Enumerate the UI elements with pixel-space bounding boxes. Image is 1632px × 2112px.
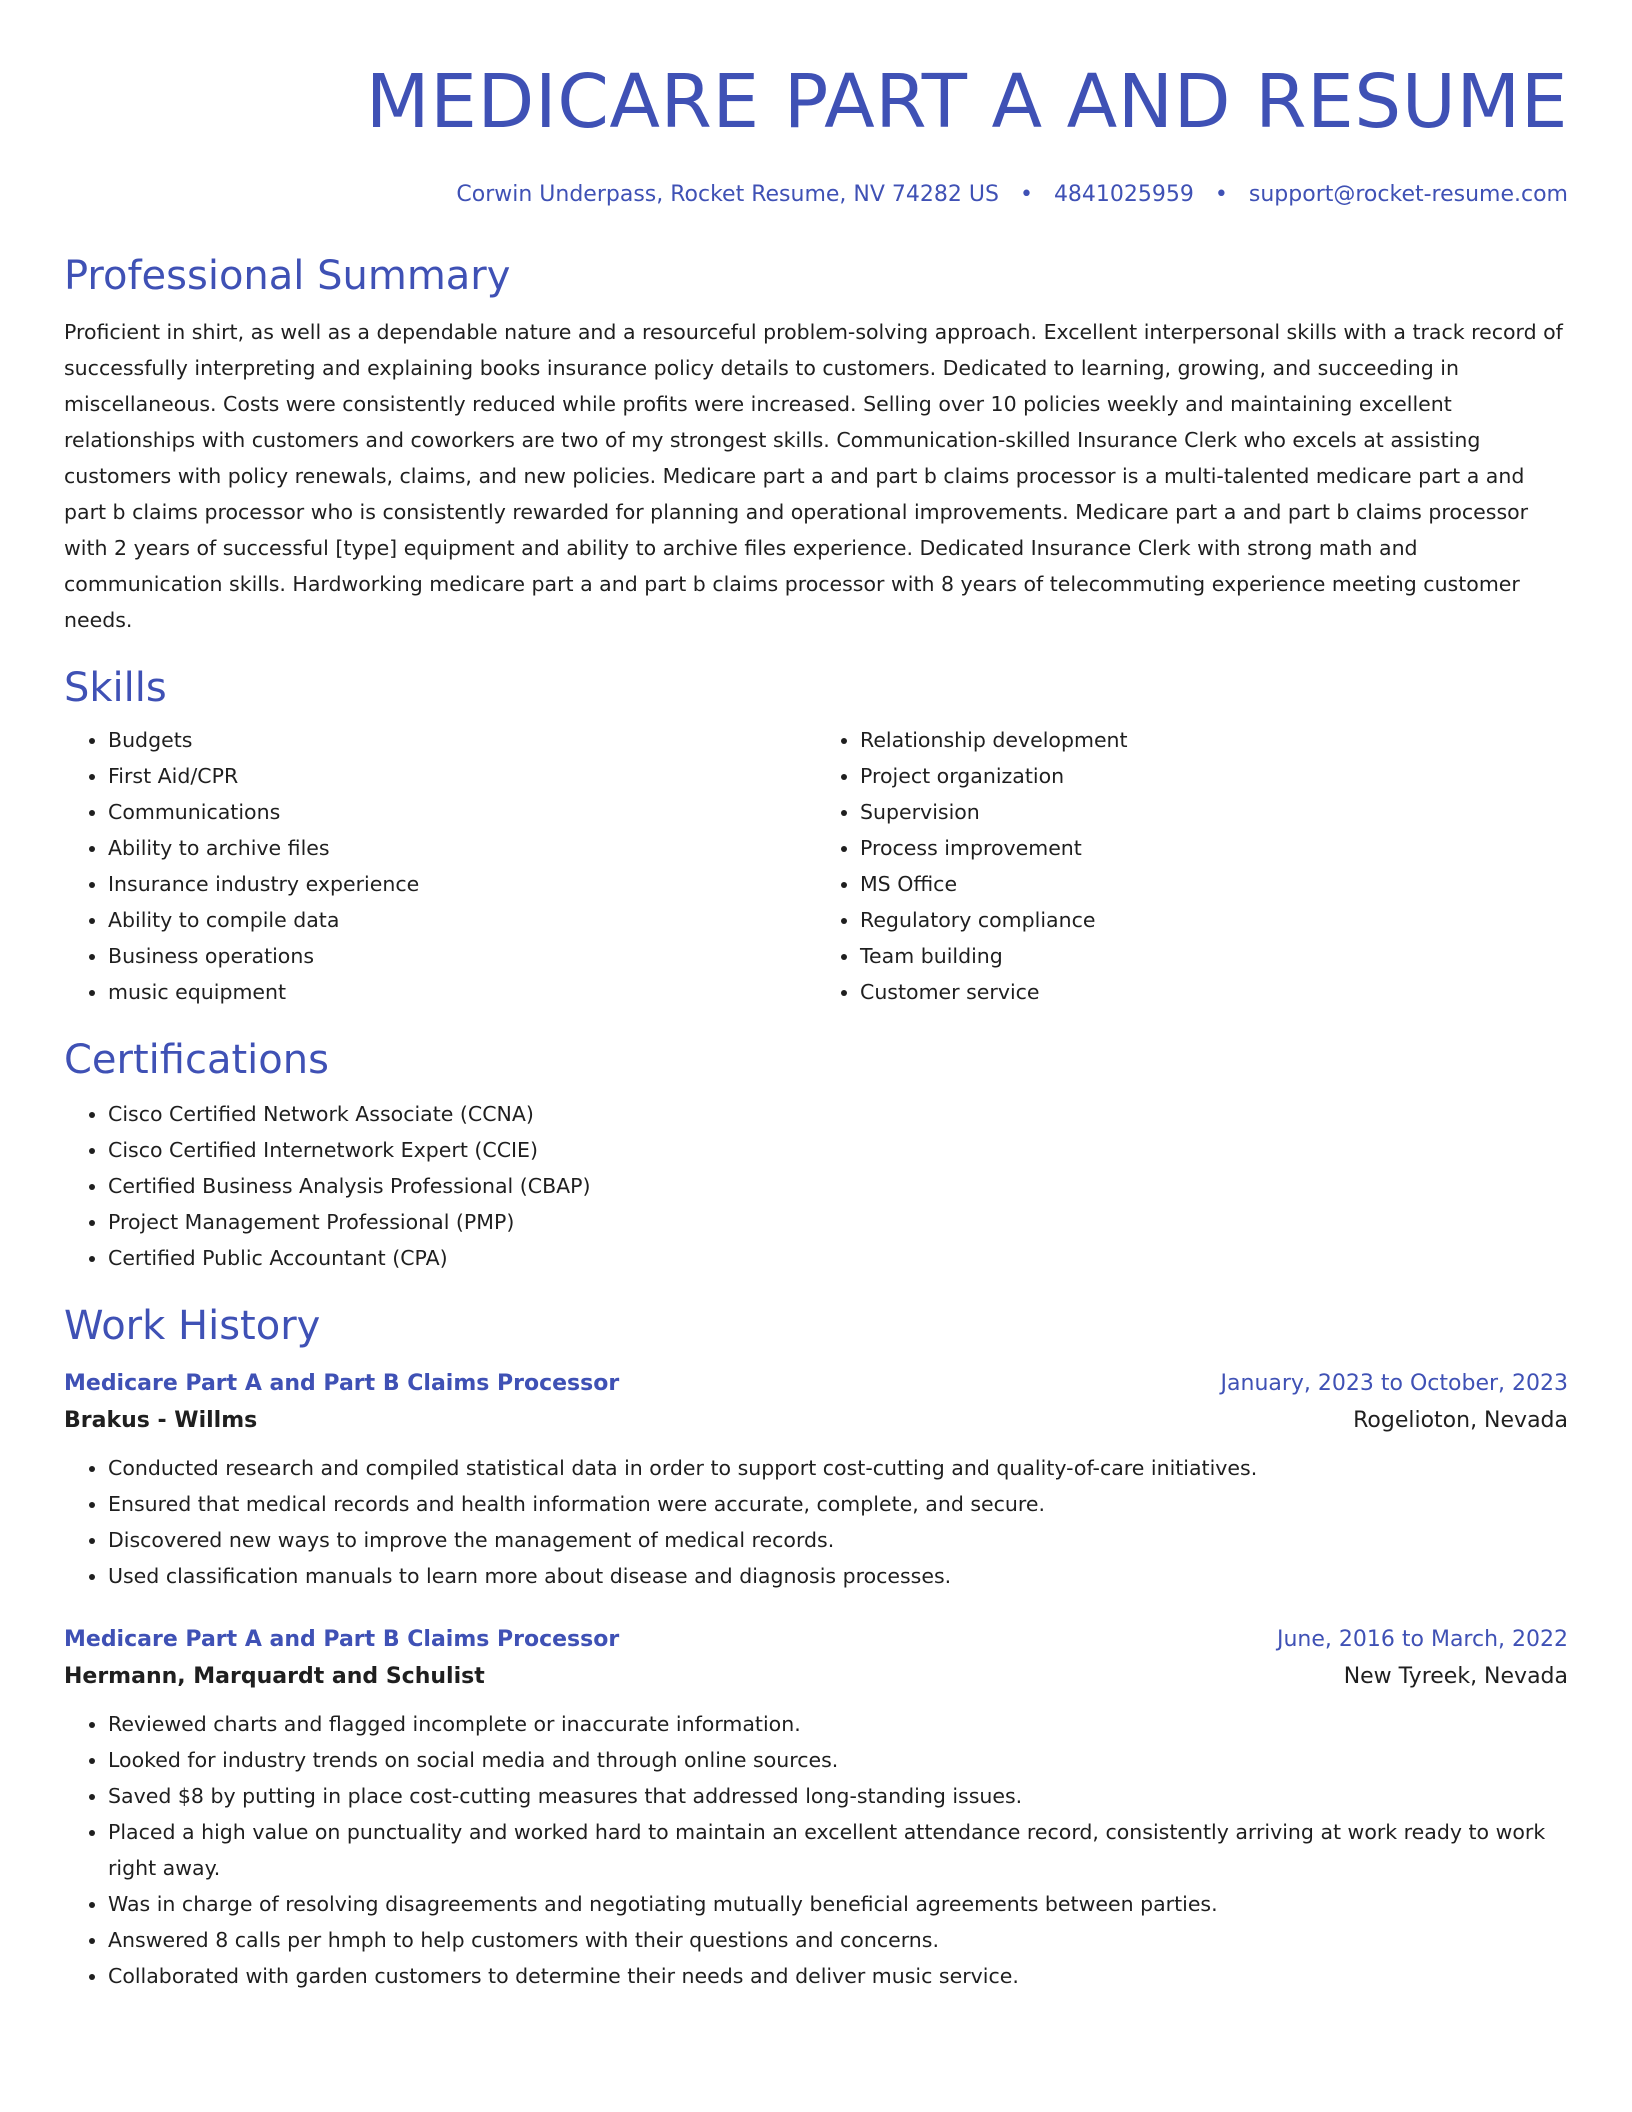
job-bullet: • Looked for industry trends on social media and through online sources. (108, 1742, 1568, 1778)
job-bullet: • Answered 8 calls per hmph to help customers with their questions and concerns. (108, 1922, 1568, 1958)
skill-item: • Relationship development (860, 722, 1568, 758)
skills-column-left (64, 722, 816, 1010)
skill-item: • Communications (108, 794, 816, 830)
job-dates: June, 2016 to March, 2022 (1277, 1627, 1568, 1652)
contact-separator: • (1214, 182, 1228, 207)
skill-item: • Business operations (108, 938, 816, 974)
job-bullet: • Discovered new ways to improve the management of medical records. (108, 1522, 1568, 1558)
job-bullet: • Collaborated with garden customers to determine their needs and deliver music service. (108, 1958, 1568, 1994)
job-bullets (64, 1450, 1568, 1594)
certifications-heading: Certifications (64, 1037, 329, 1083)
contact-separator: • (1019, 182, 1033, 207)
contact-address: Corwin Underpass, Rocket Resume, NV 74282 US (456, 182, 999, 207)
skill-item: • Ability to archive files (108, 830, 816, 866)
skill-item: • Budgets (108, 722, 816, 758)
job-bullet: • Reviewed charts and flagged incomplete or inaccurate information. (108, 1706, 1568, 1742)
certification-item: • Certified Public Accountant (CPA) (108, 1240, 1568, 1276)
job-header-row (64, 1366, 1568, 1402)
skill-item: • Supervision (860, 794, 1568, 830)
skill-item: • Customer service (860, 974, 1568, 1010)
job-entry (64, 1622, 1568, 1994)
skills-column-right (816, 722, 1568, 1010)
job-bullet: • Used classification manuals to learn more about disease and diagnosis processes. (108, 1558, 1568, 1594)
skill-item: • MS Office (860, 866, 1568, 902)
skill-item: • Project organization (860, 758, 1568, 794)
contact-phone[interactable]: 4841025959 (1053, 182, 1194, 207)
skill-item: • music equipment (108, 974, 816, 1010)
work-history-heading: Work History (64, 1303, 321, 1349)
certification-item: • Certified Business Analysis Professional (CBAP) (108, 1168, 1568, 1204)
job-company: Brakus - Willms (64, 1408, 258, 1433)
certification-item: • Project Management Professional (PMP) (108, 1204, 1568, 1240)
job-title: Medicare Part A and Part B Claims Processor (64, 1627, 620, 1652)
job-bullet: • Saved $8 by putting in place cost-cutting measures that addressed long-standing issues. (108, 1778, 1568, 1814)
job-location: Rogelioton, Nevada (1353, 1408, 1568, 1433)
job-company-row (64, 1658, 1568, 1696)
job-bullet: • Conducted research and compiled statistical data in order to support cost-cutting and quality-of-care initiatives. (108, 1450, 1568, 1486)
job-bullet: • Placed a high value on punctuality and worked hard to maintain an excellent attendance record, consistently arriving at work ready to work right away. (108, 1814, 1568, 1886)
skill-item: • Process improvement (860, 830, 1568, 866)
job-bullet: • Ensured that medical records and health information were accurate, complete, and secure. (108, 1486, 1568, 1522)
job-company: Hermann, Marquardt and Schulist (64, 1664, 485, 1689)
skill-item: • First Aid/CPR (108, 758, 816, 794)
contact-email[interactable]: support@rocket-resume.com (1248, 182, 1568, 207)
job-header-row (64, 1622, 1568, 1658)
skill-item: • Team building (860, 938, 1568, 974)
job-location: New Tyreek, Nevada (1343, 1664, 1568, 1689)
contact-line (64, 180, 1568, 210)
job-bullets (64, 1706, 1568, 1994)
job-entry (64, 1366, 1568, 1594)
skill-item: • Ability to compile data (108, 902, 816, 938)
skill-item: • Regulatory compliance (860, 902, 1568, 938)
summary-text: Proficient in shirt, as well as a dependable nature and a resourceful problem-solving approach. Excellent interpersonal skills with a track record of successfully interpreting and explaining books insurance policy details to customers. Dedicated to learning, growing, and succeeding in miscellaneous. Costs were consistently reduced while profits were increased. Selling over 10 policies weekly and maintaining excellent relationships with customers and coworkers are two of my strongest skills. Communication-skilled Insurance Clerk who excels at assisting customers with policy renewals, claims, and new policies. Medicare part a and part b claims processor is a multi-talented medicare part a and part b claims processor who is consistently rewarded for planning and operational improvements. Medicare part a and part b claims processor with 2 years of successful [type] equipment and ability to archive files experience. Dedicated Insurance Clerk with strong math and communication skills. Hardworking medicare part a and part b claims processor with 8 years of telecommuting experience meeting customer needs. (64, 320, 1563, 632)
skills-list-left (64, 722, 816, 1010)
certification-item: • Cisco Certified Internetwork Expert (CCIE) (108, 1132, 1568, 1168)
summary-heading: Professional Summary (64, 253, 511, 299)
skill-item: • Insurance industry experience (108, 866, 816, 902)
skills-grid (64, 722, 1568, 1010)
job-title: Medicare Part A and Part B Claims Processor (64, 1371, 620, 1396)
certifications-list (64, 1096, 1568, 1276)
job-dates: January, 2023 to October, 2023 (1220, 1371, 1568, 1396)
job-company-row (64, 1402, 1568, 1440)
resume-name: MEDICARE PART A AND RESUME (365, 59, 1568, 145)
certification-item: • Cisco Certified Network Associate (CCNA) (108, 1096, 1568, 1132)
skills-list-right (816, 722, 1568, 1010)
resume-header (64, 58, 1568, 210)
job-bullet: • Was in charge of resolving disagreements and negotiating mutually beneficial agreements between parties. (108, 1886, 1568, 1922)
skills-heading: Skills (64, 665, 167, 711)
